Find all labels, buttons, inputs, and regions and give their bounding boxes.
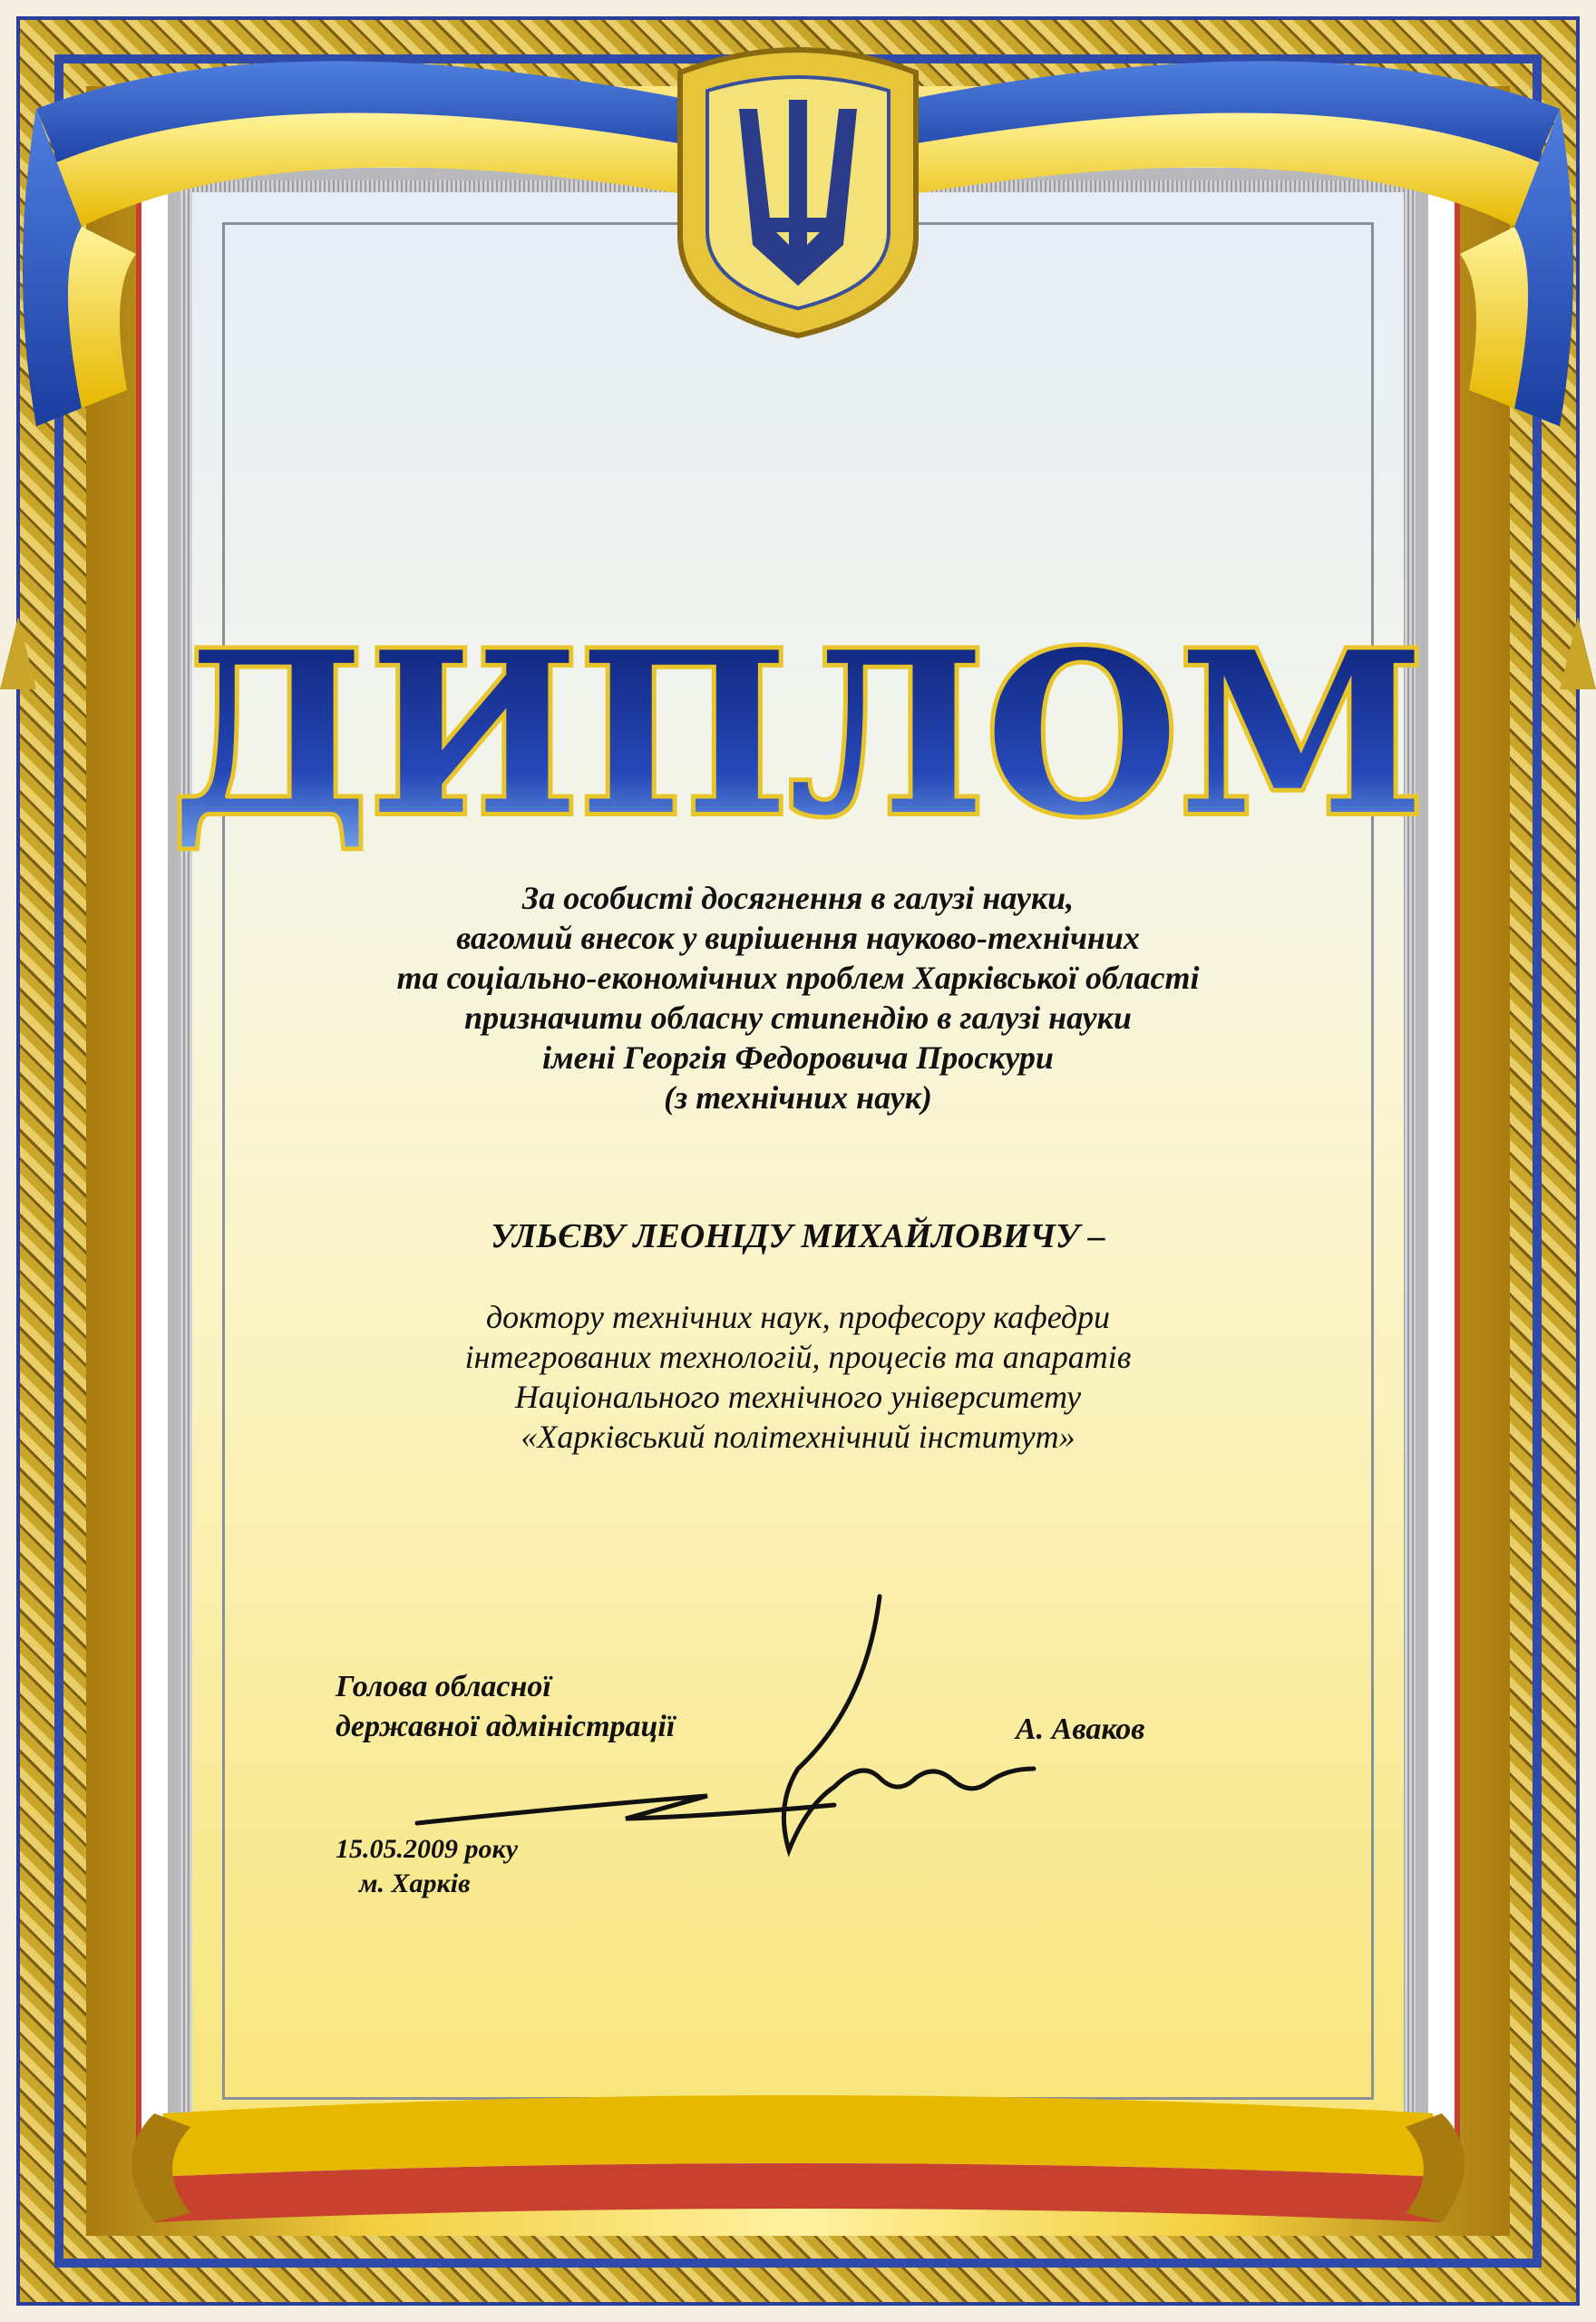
diploma-title-art <box>171 603 1425 864</box>
details-line: інтегрованих технологій, процесів та апаратів <box>464 1339 1132 1375</box>
details-line: доктору технічних наук, професору кафедри <box>485 1299 1111 1335</box>
issue-date-block <box>336 1832 518 1901</box>
signatory-position-line: Голова обласної <box>336 1670 551 1703</box>
preamble-line: (з технічних наук) <box>664 1079 932 1116</box>
preamble-line: За особисті досягнення в галузі науки, <box>521 880 1075 916</box>
signatory-name: А. Аваков <box>1016 1712 1145 1746</box>
recipient-details <box>272 1297 1324 1457</box>
recipient-name: УЛЬЄВУ ЛЕОНІДУ МИХАЙЛОВИЧУ – <box>491 1217 1105 1255</box>
diploma-title <box>0 603 1596 864</box>
details-line: Національного технічного університету <box>514 1379 1082 1415</box>
issue-date: 15.05.2009 року <box>336 1834 519 1864</box>
preamble-line: вагомий внесок у вирішення науково-технічних <box>456 920 1140 956</box>
bottom-ribbon-icon <box>0 2041 1596 2277</box>
preamble-line: та соціально-економічних проблем Харківської області <box>396 960 1200 996</box>
title-text: ДИПЛОМ <box>171 603 1425 864</box>
details-line: «Харківський політехнічний інститут» <box>521 1419 1075 1455</box>
preamble <box>272 878 1324 1117</box>
signatory-position-line: державної адміністрації <box>336 1710 676 1743</box>
trident-coat-of-arms-icon <box>662 36 934 345</box>
preamble-line: імені Георгія Федоровича Проскури <box>542 1039 1054 1076</box>
issue-city: м. Харків <box>359 1868 471 1898</box>
preamble-line: призначити обласну стипендію в галузі науки <box>464 1000 1132 1036</box>
